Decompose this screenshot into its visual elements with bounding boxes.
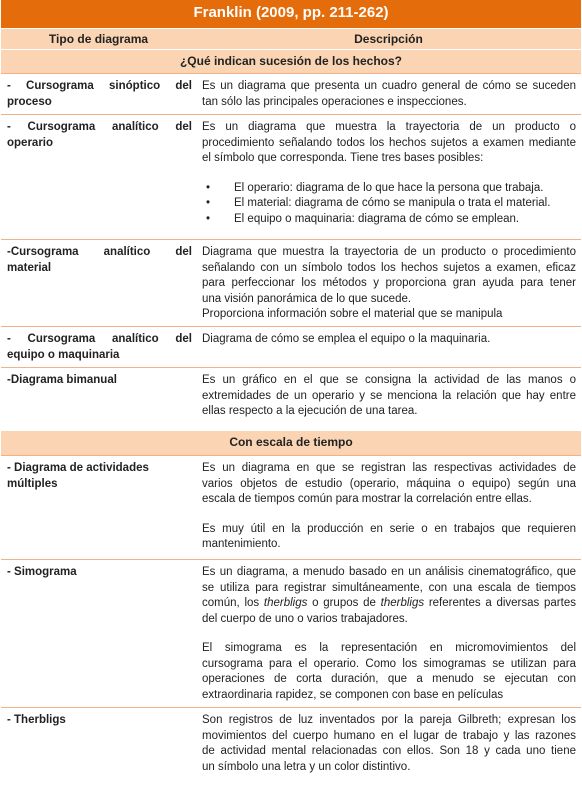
- table-row: [1, 559, 581, 707]
- table-title: Franklin (2009, pp. 211-262): [1, 0, 581, 28]
- table-row: [1, 239, 581, 326]
- row-desc: Son registros de luz inventados por la pareja Gilbreth; expresan los movimientos del cuerpo humano en el lugar de trabajo y las razones de actividad mental relacionadas con ellos. Son 18 y cada uno tiene un símbolo una letra y un color distintivo.: [202, 714, 576, 773]
- table-row: [1, 73, 581, 114]
- row-name: -Diagrama bimanual: [7, 374, 117, 386]
- row-desc: Es un diagrama que presenta un cuadro general de cómo se suceden tan sólo las principales operaciones e inspecciones.: [202, 80, 576, 108]
- bullet-item: • El equipo o maquinaria: diagrama de cómo se emplean.: [202, 212, 576, 228]
- row-desc: Es un gráfico en el que se consigna la actividad de las manos o extremidades de un operario y se menciona la relación que hay entre ellas respecto a la ejecución de una tarea.: [202, 374, 576, 417]
- table-row: [1, 326, 581, 367]
- row-name: - Cursograma analítico del operario: [7, 121, 192, 149]
- row-desc: Es un diagrama en que se registran las respectivas actividades de varios objetos de estudio (operario, máquina o equipo) según una escala de tiempos común para mostrar la correlación entre ellas. Es muy útil en la producción en serie o en trabajos que requieren mantenimiento.: [202, 462, 576, 550]
- row-name: - Cursograma analítico del equipo o maquinaria: [7, 333, 192, 361]
- bullet-item: • El operario: diagrama de lo que hace la persona que trabaja.: [202, 181, 576, 197]
- row-name: - Therbligs: [7, 714, 66, 726]
- table-header: [1, 28, 581, 49]
- bullet-item: • El material: diagrama de cómo se manipula o trata el material.: [202, 196, 576, 212]
- header-col1: Tipo de diagrama: [48, 32, 149, 46]
- row-desc: Diagrama que muestra la trayectoria de un producto o procedimiento señalando con un símbolo todos los hechos sujetos a examen, eficaz para perfeccionar los métodos y proporciona gran ayuda para tener una visión panorámica de lo que sucede. Proporciona información sobre el material que se manipula: [202, 246, 576, 320]
- row-name: - Diagrama de actividades múltiples: [7, 462, 149, 490]
- row-desc: Diagrama de cómo se emplea el equipo o la maquinaria.: [202, 333, 491, 345]
- table-row: [1, 455, 581, 559]
- table-row: [1, 114, 581, 239]
- row-name: -Cursograma analítico del material: [7, 246, 192, 274]
- summary-table: [1, 0, 581, 778]
- header-col2: Descripción: [354, 32, 423, 46]
- row-name: - Simograma: [7, 566, 77, 578]
- section-heading: Con escala de tiempo: [1, 430, 581, 455]
- row-desc: Es un diagrama que muestra la trayectoria de un producto o procedimiento señalando todos los hechos sujetos a examen mediante el símbolo que corresponda. Tiene tres bases posibles: • El operario: diagrama de lo que hace la persona que trabaja. • El material: diagrama de cómo se manipula o trata el material. • El equipo o maquinaria: diagrama de cómo se emplean.: [196, 115, 581, 239]
- table-row: [1, 707, 581, 778]
- row-name: - Cursograma sinóptico del proceso: [7, 80, 192, 108]
- table-row: [1, 367, 581, 430]
- row-desc: Es un diagrama, a menudo basado en un análisis cinematográfico, que se utiliza para registrar simultáneamente, con una escala de tiempos común, los therbligs o grupos de therbligs referentes a diversas partes del cuerpo de uno o varios trabajadores. El simograma es la representación en micromovimientos del cursograma para el operario. Como los simogramas se utilizan para operaciones de corta duración, que a menudo se ejecutan con extraordinaria rapidez, se componen con base en películas: [202, 566, 576, 701]
- section-heading: ¿Qué indican sucesión de los hechos?: [1, 49, 581, 73]
